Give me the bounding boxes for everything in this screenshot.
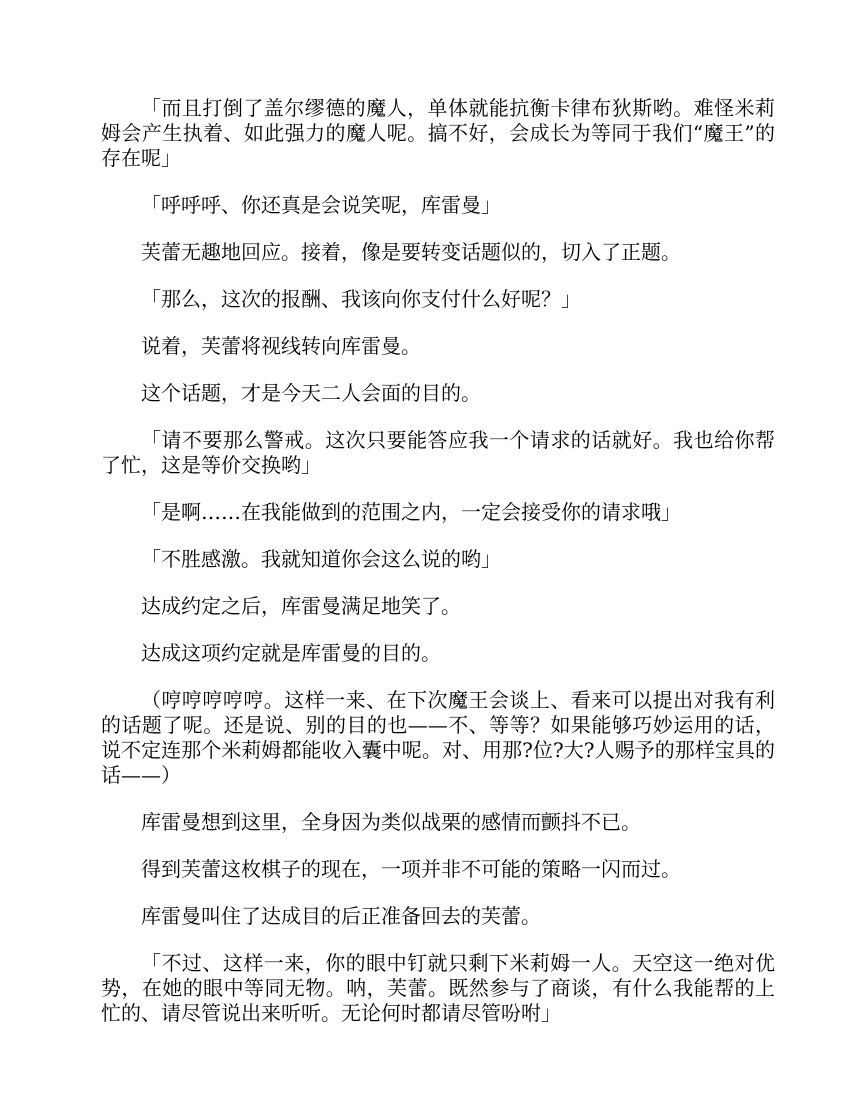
paragraph: 「呼呼呼、你还真是会说笑呢，库雷曼」	[141, 193, 501, 217]
paragraph: 达成约定之后，库雷曼满足地笑了。	[141, 594, 461, 618]
paragraph: 「那么，这次的报酬、我该向你支付什么好呢？」	[141, 287, 581, 311]
paragraph: 达成这项约定就是库雷曼的目的。	[141, 641, 441, 665]
document-body	[101, 96, 775, 1048]
paragraph: （哼哼哼哼哼。这样一来、在下次魔王会谈上、看来可以提出对我有利的话题了呢。还是说、别的目的也——不、等等？如果能够巧妙运用的话，说不定连那个米莉姆都能收入囊中呢。对、用那?位?大?人赐予的那样宝具的话——）	[101, 688, 775, 787]
paragraph: 库雷曼想到这里，全身因为类似战栗的感情而颤抖不已。	[141, 810, 641, 834]
paragraph: 这个话题，才是今天二人会面的目的。	[141, 381, 481, 405]
paragraph: 「不胜感激。我就知道你会这么说的哟」	[141, 547, 501, 571]
paragraph: 库雷曼叫住了达成目的后正准备回去的芙蕾。	[141, 904, 541, 928]
paragraph: 「而且打倒了盖尔缪德的魔人，单体就能抗衡卡律布狄斯哟。难怪米莉姆会产生执着、如此强力的魔人呢。搞不好，会成长为等同于我们“魔王”的存在呢」	[101, 96, 775, 170]
paragraph: 「不过、这样一来，你的眼中钉就只剩下米莉姆一人。天空这一绝对优势，在她的眼中等同无物。呐，芙蕾。既然参与了商谈，有什么我能帮的上忙的、请尽管说出来听听。无论何时都请尽管吩咐」	[101, 951, 775, 1025]
paragraph: 「请不要那么警戒。这次只要能答应我一个请求的话就好。我也给你帮了忙，这是等价交换哟」	[101, 428, 775, 477]
paragraph: 「是啊……在我能做到的范围之内，一定会接受你的请求哦」	[141, 500, 681, 524]
paragraph: 说着，芙蕾将视线转向库雷曼。	[141, 334, 421, 358]
paragraph: 得到芙蕾这枚棋子的现在，一项并非不可能的策略一闪而过。	[141, 857, 681, 881]
paragraph: 芙蕾无趣地回应。接着，像是要转变话题似的，切入了正题。	[141, 240, 681, 264]
